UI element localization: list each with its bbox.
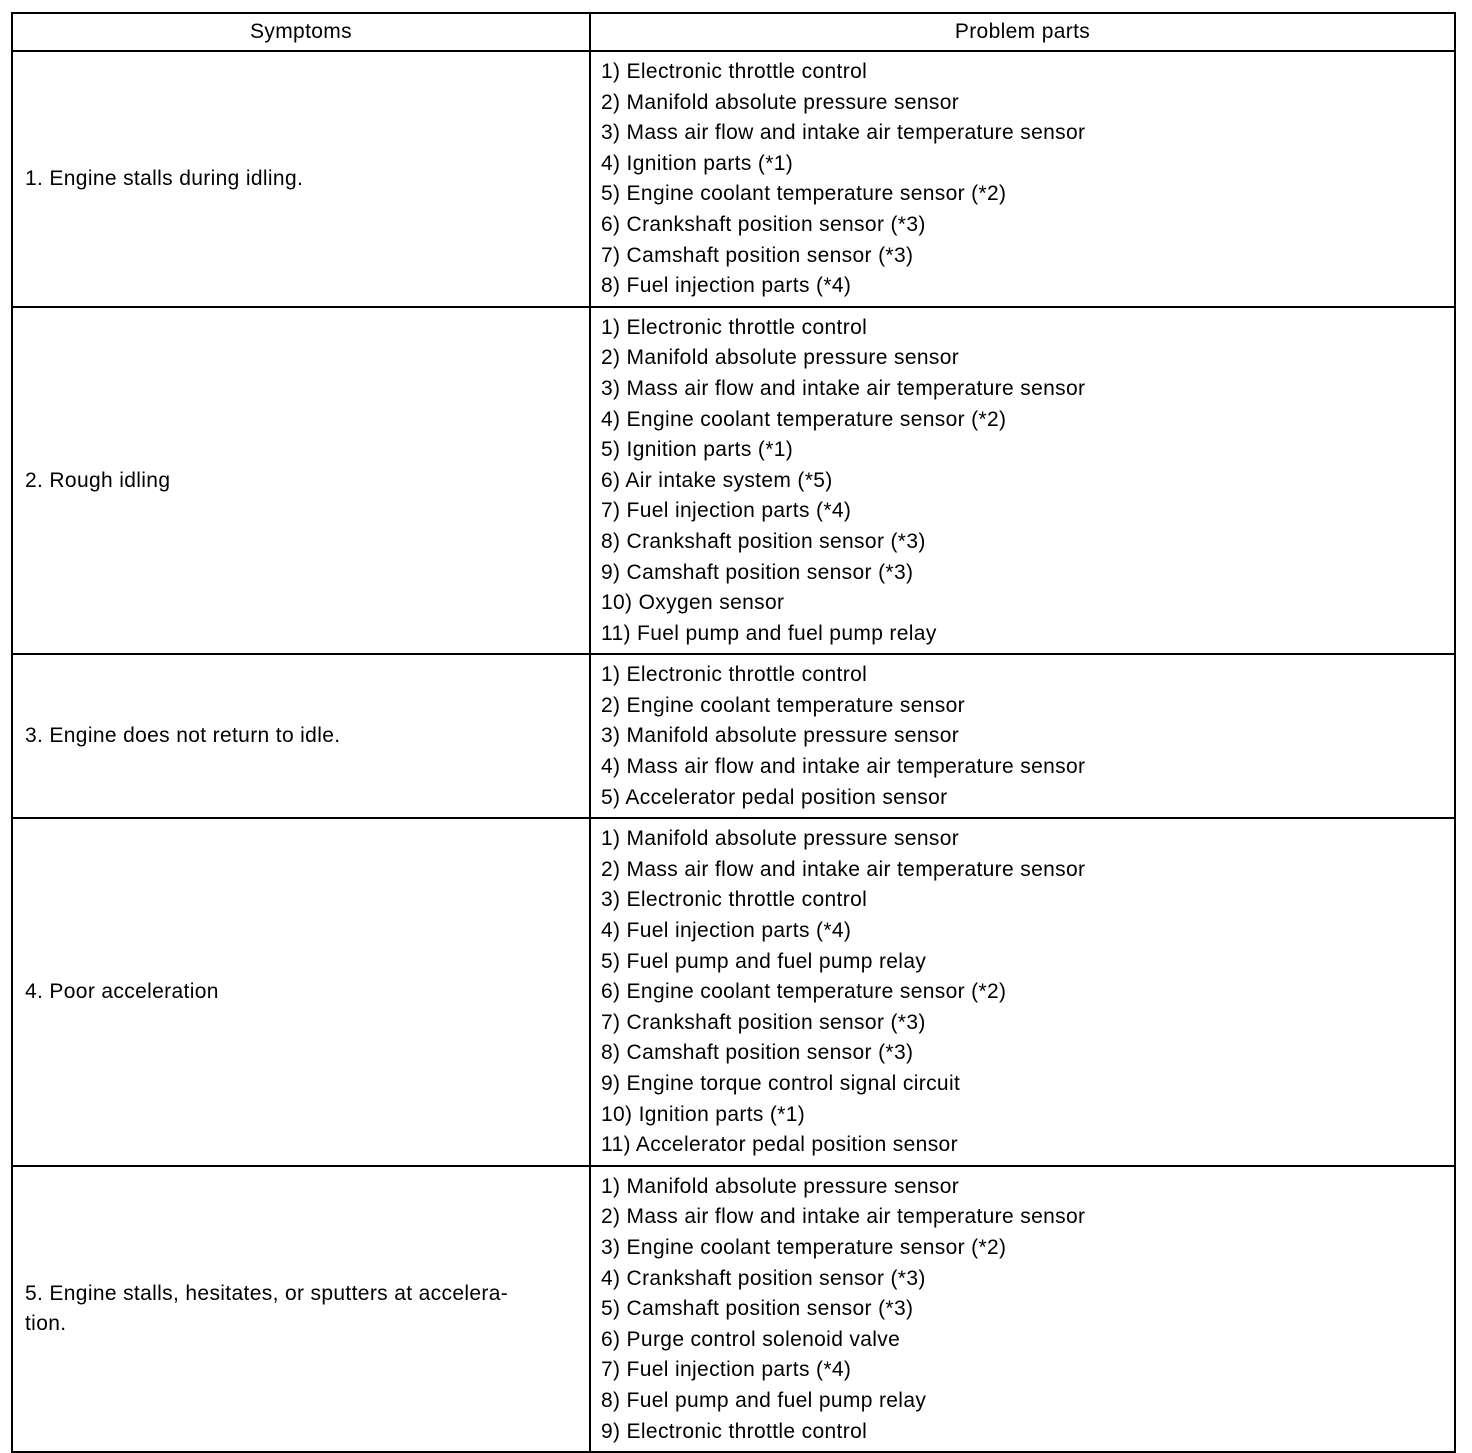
list-item: 4) Ignition parts (*1) [601, 151, 794, 175]
list-item: 1) Electronic throttle control [601, 60, 868, 83]
list-item: 2) Manifold absolute pressure sensor [601, 90, 960, 114]
list-item: 1) Manifold absolute pressure sensor [601, 1174, 960, 1198]
problem-parts-cell [590, 818, 1455, 1166]
list-item: 5) Camshaft position sensor (*3) [601, 1297, 914, 1321]
list-item: 5) Fuel pump and fuel pump relay [601, 949, 927, 973]
symptom-cell: 1. Engine stalls during idling. [12, 51, 590, 307]
problem-parts-cell [590, 1166, 1455, 1452]
table-row [12, 654, 1455, 818]
list-item: 2) Manifold absolute pressure sensor [601, 346, 960, 370]
list-item: 5) Engine coolant temperature sensor (*2) [601, 182, 1007, 206]
list-item: 6) Purge control solenoid valve [601, 1327, 901, 1351]
list-item: 2) Mass air flow and intake air temperature sensor [601, 857, 1086, 881]
symptom-line: 5. Engine stalls, hesitates, or sputters at accelera- [25, 1281, 509, 1305]
list-item: 11) Accelerator pedal position sensor [601, 1133, 958, 1157]
list-item: 3) Mass air flow and intake air temperature sensor [601, 376, 1086, 400]
parts-list [601, 824, 1444, 1161]
symptom-line: tion. [25, 1311, 67, 1335]
table-row [12, 1166, 1455, 1452]
list-item: 3) Mass air flow and intake air temperature sensor [601, 121, 1086, 145]
parts-list [601, 57, 1444, 302]
list-item: 7) Fuel injection parts (*4) [601, 1358, 852, 1382]
symptom-cell [12, 1166, 590, 1452]
list-item: 8) Fuel pump and fuel pump relay [601, 1388, 927, 1412]
list-item: 8) Fuel injection parts (*4) [601, 274, 852, 298]
list-item: 5) Accelerator pedal position sensor [601, 785, 948, 809]
parts-list [601, 313, 1444, 650]
list-item: 8) Camshaft position sensor (*3) [601, 1041, 914, 1065]
parts-list [601, 1172, 1444, 1447]
list-item: 2) Engine coolant temperature sensor [601, 693, 965, 717]
problem-parts-cell [590, 307, 1455, 655]
parts-list [601, 660, 1444, 813]
symptom-cell: 2. Rough idling [12, 307, 590, 655]
list-item: 9) Camshaft position sensor (*3) [601, 560, 914, 584]
list-item: 3) Electronic throttle control [601, 888, 868, 912]
list-item: 7) Crankshaft position sensor (*3) [601, 1010, 926, 1034]
list-item: 1) Electronic throttle control [601, 315, 868, 339]
header-symptoms: Symptoms [12, 13, 590, 51]
list-item: 2) Mass air flow and intake air temperature sensor [601, 1205, 1086, 1229]
table-row [12, 307, 1455, 655]
table-row [12, 818, 1455, 1166]
list-item: 6) Air intake system (*5) [601, 468, 833, 492]
list-item: 3) Engine coolant temperature sensor (*2) [601, 1235, 1007, 1259]
list-item: 4) Engine coolant temperature sensor (*2) [601, 407, 1007, 431]
list-item: 3) Manifold absolute pressure sensor [601, 724, 960, 748]
list-item: 7) Fuel injection parts (*4) [601, 499, 852, 523]
symptom-cell: 4. Poor acceleration [12, 818, 590, 1166]
list-item: 6) Crankshaft position sensor (*3) [601, 212, 926, 236]
list-item: 4) Mass air flow and intake air temperature sensor [601, 755, 1086, 779]
list-item: 10) Ignition parts (*1) [601, 1102, 806, 1126]
list-item: 11) Fuel pump and fuel pump relay [601, 621, 937, 645]
list-item: 4) Crankshaft position sensor (*3) [601, 1266, 926, 1290]
problem-parts-cell [590, 654, 1455, 818]
list-item: 9) Electronic throttle control [601, 1419, 868, 1443]
list-item: 6) Engine coolant temperature sensor (*2) [601, 980, 1007, 1004]
problem-parts-cell [590, 51, 1455, 307]
list-item: 8) Crankshaft position sensor (*3) [601, 529, 926, 553]
list-item: 1) Manifold absolute pressure sensor [601, 827, 960, 851]
header-problem-parts: Problem parts [590, 13, 1455, 51]
list-item: 5) Ignition parts (*1) [601, 438, 794, 462]
list-item: 1) Electronic throttle control [601, 663, 868, 687]
list-item: 10) Oxygen sensor [601, 591, 785, 615]
table-header-row [12, 13, 1455, 51]
table-row [12, 51, 1455, 307]
list-item: 4) Fuel injection parts (*4) [601, 919, 852, 943]
list-item: 9) Engine torque control signal circuit [601, 1072, 961, 1095]
list-item: 7) Camshaft position sensor (*3) [601, 243, 914, 267]
symptom-cell: 3. Engine does not return to idle. [12, 654, 590, 818]
symptoms-table [11, 12, 1456, 1453]
